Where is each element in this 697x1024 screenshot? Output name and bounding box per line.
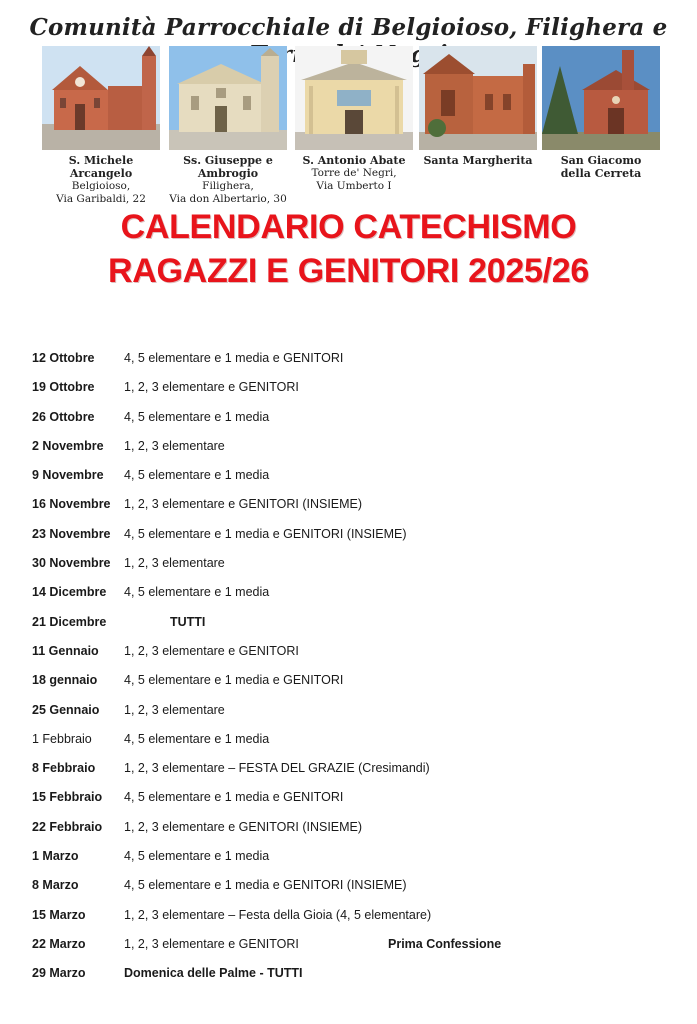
church-town: Filighera, — [202, 180, 254, 192]
schedule-date: 22 Marzo — [32, 936, 86, 951]
church-town: Belgioioso, — [71, 180, 131, 192]
schedule-date: 2 Novembre — [32, 438, 104, 453]
schedule-description: 1, 2, 3 elementare — [124, 556, 225, 571]
catechism-schedule — [32, 348, 672, 993]
schedule-description: Domenica delle Palme - TUTTI — [124, 966, 303, 981]
schedule-description: 1, 2, 3 elementare e GENITORI (INSIEME) — [124, 819, 363, 834]
schedule-description: 1, 2, 3 elementare — [124, 438, 225, 453]
schedule-row — [32, 787, 672, 816]
schedule-row — [32, 963, 672, 992]
schedule-row — [32, 875, 672, 904]
schedule-row — [32, 641, 672, 670]
schedule-description: 4, 5 elementare e 1 media e GENITORI — [124, 790, 344, 805]
schedule-date: 15 Marzo — [32, 907, 86, 922]
church-s-michele — [40, 46, 162, 206]
schedule-description: 4, 5 elementare e 1 media — [124, 409, 270, 424]
schedule-date: 1 Febbraio — [32, 731, 92, 746]
church-s-michele-photo — [42, 46, 160, 150]
schedule-row — [32, 729, 672, 758]
schedule-description: 4, 5 elementare e 1 media e GENITORI (INSIEME) — [124, 526, 407, 541]
schedule-description: 1, 2, 3 elementare – Festa della Gioia (4, 5 elementare) — [124, 907, 432, 922]
schedule-row — [32, 905, 672, 934]
schedule-row — [32, 612, 672, 641]
schedule-row — [32, 582, 672, 611]
schedule-description: 4, 5 elementare e 1 media e GENITORI — [124, 351, 344, 365]
schedule-note: Prima Confessione — [388, 936, 502, 951]
schedule-date: 11 Gennaio — [32, 643, 99, 658]
schedule-date: 25 Gennaio — [32, 702, 100, 717]
schedule-description: 1, 2, 3 elementare e GENITORI — [124, 380, 299, 395]
church-san-giacomo — [542, 46, 660, 180]
schedule-date: 21 Dicembre — [32, 614, 107, 629]
church-s-antonio — [294, 46, 414, 193]
church-name: Ss. Giuseppe e Ambrogio — [183, 154, 273, 180]
main-title-line1: CALENDARIO CATECHISMO — [120, 208, 577, 246]
schedule-row — [32, 934, 672, 963]
schedule-date: 29 Marzo — [32, 966, 86, 981]
schedule-date: 22 Febbraio — [32, 819, 103, 834]
main-title-line2: RAGAZZI E GENITORI 2025/26 — [108, 252, 589, 290]
schedule-row — [32, 817, 672, 846]
schedule-description: 4, 5 elementare e 1 media — [124, 468, 270, 483]
schedule-row — [32, 524, 672, 553]
schedule-row — [32, 846, 672, 875]
church-address: Via Umberto I — [316, 180, 392, 192]
church-name: Santa Margherita — [423, 154, 533, 167]
schedule-description: 1, 2, 3 elementare e GENITORI — [124, 643, 299, 658]
church-photos — [0, 46, 697, 206]
schedule-date: 12 Ottobre — [32, 351, 95, 365]
schedule-date: 9 Novembre — [32, 468, 104, 483]
schedule-date: 23 Novembre — [32, 526, 111, 541]
schedule-row — [32, 553, 672, 582]
schedule-description: 4, 5 elementare e 1 media e GENITORI — [124, 673, 344, 688]
schedule-row — [32, 377, 672, 406]
schedule-date: 19 Ottobre — [32, 380, 95, 395]
schedule-date: 18 gennaio — [32, 673, 98, 688]
church-santa-margherita-photo — [419, 46, 537, 150]
schedule-description: 1, 2, 3 elementare e GENITORI — [124, 936, 299, 951]
schedule-row — [32, 758, 672, 787]
schedule-row — [32, 670, 672, 699]
schedule-row — [32, 700, 672, 729]
schedule-date: 1 Marzo — [32, 849, 79, 864]
church-address: Via Garibaldi, 22 — [56, 193, 146, 205]
schedule-description: TUTTI — [170, 614, 206, 629]
schedule-description: 1, 2, 3 elementare e GENITORI (INSIEME) — [124, 497, 363, 512]
church-ss-giuseppe — [166, 46, 290, 206]
church-s-antonio-photo — [295, 46, 413, 150]
church-town: della Cerreta — [560, 167, 642, 180]
schedule-row — [32, 494, 672, 523]
schedule-date: 16 Novembre — [32, 497, 111, 512]
schedule-description: 4, 5 elementare e 1 media — [124, 585, 270, 600]
church-ss-giuseppe-photo — [169, 46, 287, 150]
schedule-date: 30 Novembre — [32, 556, 111, 571]
schedule-description: 1, 2, 3 elementare — [124, 702, 225, 717]
schedule-date: 26 Ottobre — [32, 409, 95, 424]
schedule-row — [32, 407, 672, 436]
church-name: San Giacomo — [560, 154, 642, 167]
schedule-date: 15 Febbraio — [32, 790, 103, 805]
community-title: Comunità Parrocchiale di Belgioioso, Filighera e — [29, 14, 668, 41]
schedule-row — [32, 436, 672, 465]
schedule-date: 8 Marzo — [32, 878, 79, 893]
church-santa-margherita — [418, 46, 538, 167]
schedule-description: 4, 5 elementare e 1 media e GENITORI (INSIEME) — [124, 878, 407, 893]
schedule-row — [32, 465, 672, 494]
church-name: S. Antonio Abate — [302, 154, 406, 167]
schedule-row — [32, 348, 672, 377]
schedule-description: 1, 2, 3 elementare – FESTA DEL GRAZIE (Cresimandi) — [124, 761, 430, 776]
church-town: Torre de' Negri, — [311, 167, 397, 179]
schedule-date: 8 Febbraio — [32, 761, 96, 776]
church-name: S. Michele Arcangelo — [68, 154, 134, 180]
church-san-giacomo-photo — [542, 46, 660, 150]
schedule-date: 14 Dicembre — [32, 585, 107, 600]
church-address: Via don Albertario, 30 — [169, 193, 287, 205]
schedule-description: 4, 5 elementare e 1 media — [124, 731, 270, 746]
schedule-description: 4, 5 elementare e 1 media — [124, 849, 270, 864]
